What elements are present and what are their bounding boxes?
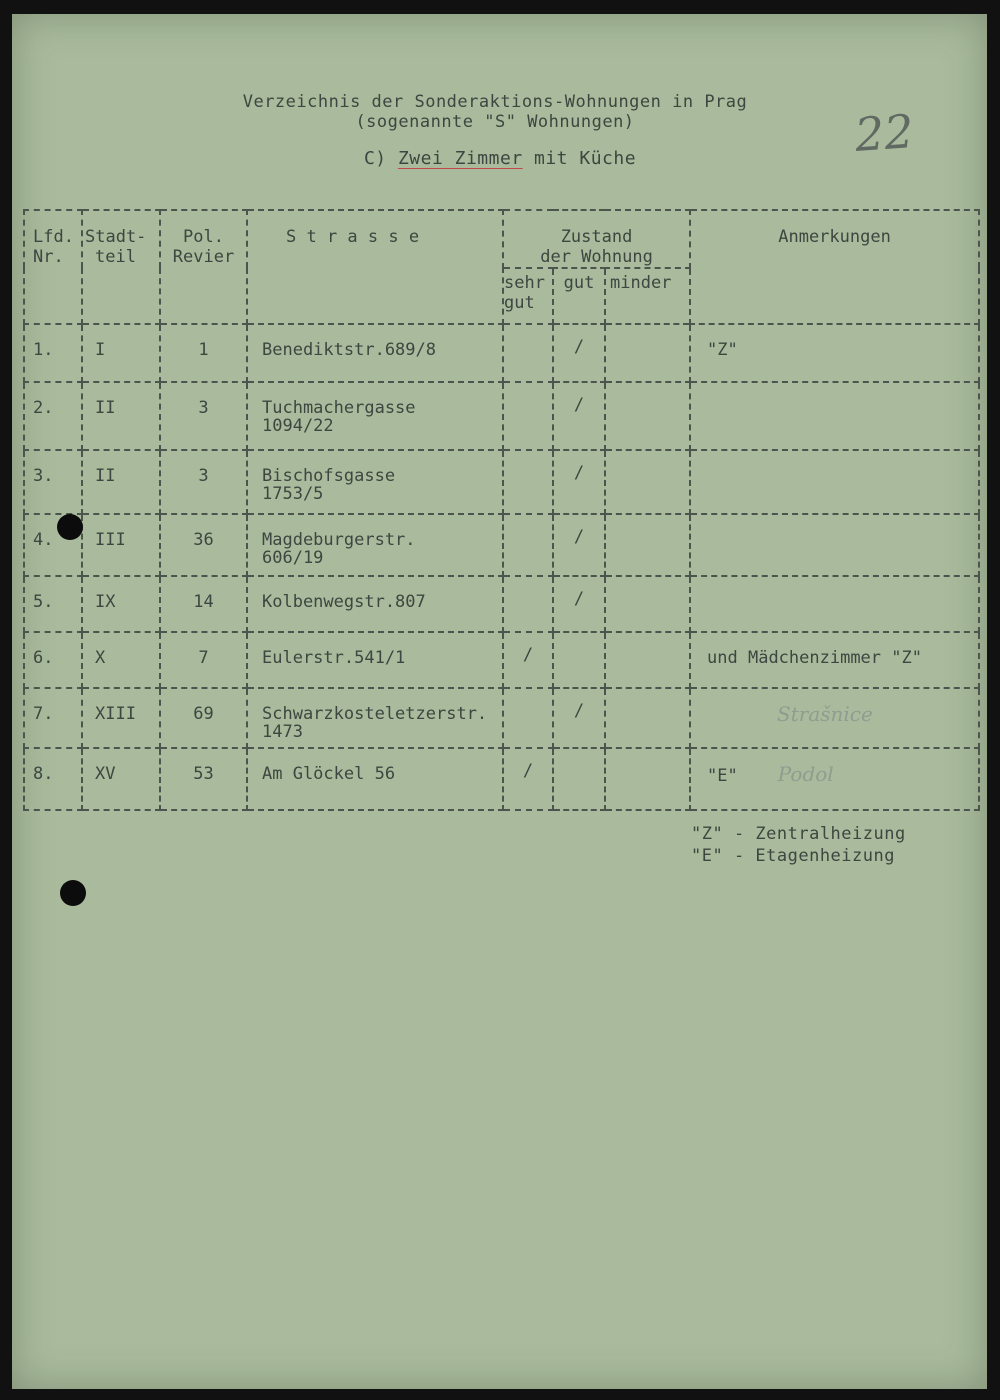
cell-revier: 14 [160,576,247,632]
subtitle-prefix: C) [363,148,398,169]
cell-sehr-gut [503,450,553,514]
table-row [24,514,979,576]
header-stadtteil: Stadt- teil [82,210,160,324]
cell-gut: / [553,576,605,632]
header-minder: minder [605,268,690,324]
cell-minder [605,576,690,632]
cell-stadtteil: I [82,324,160,382]
cell-anmerkung: "E" Podol [690,748,979,810]
table-row [24,748,979,810]
cell-minder [605,382,690,450]
cell-gut: / [553,382,605,450]
cell-stadtteil: II [82,382,160,450]
apartments-table [23,209,980,811]
cell-gut: / [553,450,605,514]
cell-minder [605,324,690,382]
table-row [24,576,979,632]
cell-stadtteil: II [82,450,160,514]
cell-strasse: Schwarzkosteletzerstr. 1473 [247,688,503,748]
cell-gut [553,632,605,688]
table-row [24,450,979,514]
subtitle-underlined: Zwei Zimmer [397,148,523,169]
cell-anmerkung [690,514,979,576]
document-title-line2: (sogenannte "S" Wohnungen) [355,112,635,132]
cell-sehr-gut [503,688,553,748]
cell-nr: 4. [24,514,82,576]
cell-gut: / [553,324,605,382]
header-zustand: Zustand der Wohnung [503,210,690,268]
cell-nr: 7. [24,688,82,748]
cell-anmerkung [690,576,979,632]
cell-minder [605,688,690,748]
footnote-z: "Z" - Zentralheizung [691,824,906,844]
subtitle-suffix: mit Küche [522,148,637,169]
header-strasse: S t r a s s e [247,210,503,324]
punch-hole [60,880,86,906]
cell-gut: / [553,514,605,576]
cell-revier: 3 [160,382,247,450]
cell-anmerkung: "Z" [690,324,979,382]
cell-revier: 3 [160,450,247,514]
header-anmerkungen: Anmerkungen [690,210,979,324]
handwritten-note: Strašnice [777,702,873,726]
header-gut: gut [553,268,605,324]
cell-anmerkung [690,382,979,450]
cell-minder [605,514,690,576]
cell-minder [605,450,690,514]
cell-strasse: Bischofsgasse 1753/5 [247,450,503,514]
cell-strasse: Kolbenwegstr.807 [247,576,503,632]
handwritten-page-number: 22 [853,104,916,162]
cell-gut: / [553,688,605,748]
cell-sehr-gut [503,576,553,632]
cell-stadtteil: XIII [82,688,160,748]
handwritten-note: Podol [777,762,834,786]
cell-nr: 6. [24,632,82,688]
cell-nr: 3. [24,450,82,514]
cell-strasse: Am Glöckel 56 [247,748,503,810]
footnote-e: "E" - Etagenheizung [691,846,895,866]
cell-anmerkung: und Mädchenzimmer "Z" [690,632,979,688]
cell-minder [605,632,690,688]
cell-revier: 7 [160,632,247,688]
cell-strasse: Tuchmachergasse 1094/22 [247,382,503,450]
cell-anmerkung [690,450,979,514]
cell-sehr-gut [503,324,553,382]
cell-sehr-gut [503,514,553,576]
cell-revier: 53 [160,748,247,810]
table-row [24,632,979,688]
cell-sehr-gut: / [503,632,553,688]
cell-strasse: Benediktstr.689/8 [247,324,503,382]
cell-nr: 1. [24,324,82,382]
document-title: Verzeichnis der Sonderaktions-Wohnungen in Prag [242,92,748,112]
header-sehr-gut: sehr gut [503,268,553,324]
table-row [24,324,979,382]
header-revier: Pol. Revier [160,210,247,324]
cell-nr: 8. [24,748,82,810]
cell-anmerkung [690,688,979,748]
header-lfd-nr: Lfd. Nr. [24,210,82,324]
cell-nr: 5. [24,576,82,632]
cell-revier: 36 [160,514,247,576]
cell-sehr-gut: / [503,748,553,810]
cell-minder [605,748,690,810]
punch-hole [57,514,83,540]
cell-revier: 1 [160,324,247,382]
cell-gut [553,748,605,810]
cell-revier: 69 [160,688,247,748]
cell-strasse: Eulerstr.541/1 [247,632,503,688]
cell-stadtteil: III [82,514,160,576]
table-row [24,382,979,450]
section-subtitle [0,148,1000,169]
cell-stadtteil: XV [82,748,160,810]
cell-strasse: Magdeburgerstr. 606/19 [247,514,503,576]
header-row [24,210,979,268]
table-row [24,688,979,748]
cell-nr: 2. [24,382,82,450]
cell-stadtteil: IX [82,576,160,632]
cell-stadtteil: X [82,632,160,688]
cell-sehr-gut [503,382,553,450]
